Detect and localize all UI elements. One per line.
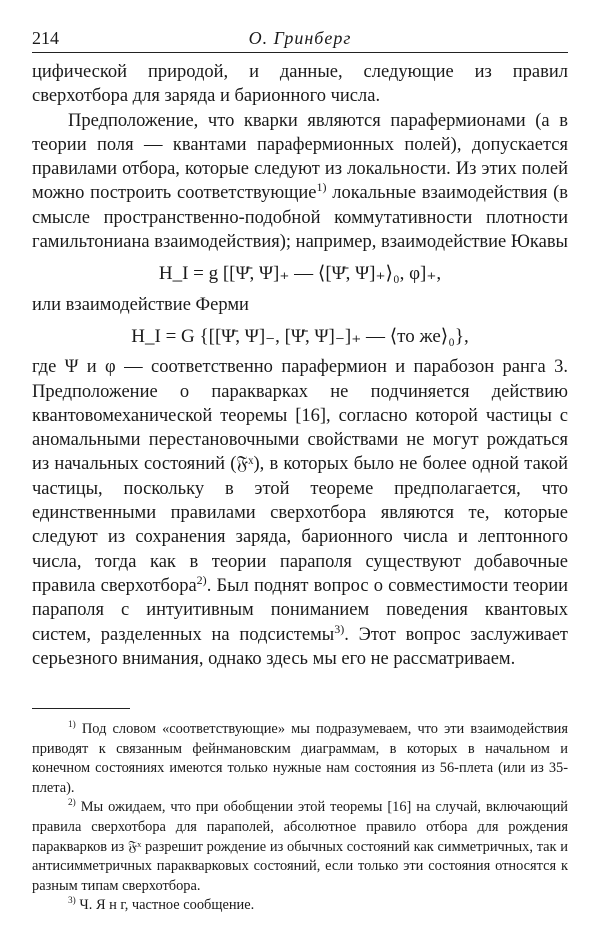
footnote-ref-2: 2) xyxy=(196,572,207,587)
footnote-1 xyxy=(32,720,568,798)
footnotes xyxy=(32,720,568,916)
footnote-rule xyxy=(32,708,130,709)
footnote-3-mark: 3) xyxy=(68,896,76,907)
paragraph-4-part-c: . Этот вопрос заслуживает серьезного внимания, однако здесь мы его не рассматриваем. xyxy=(32,624,568,669)
running-head: О. Гринберг xyxy=(248,28,352,48)
page-number: 214 xyxy=(32,28,59,48)
footnote-ref-3: 3) xyxy=(334,621,345,636)
paragraph-2-part-b: локальные взаимодействия (в смысле пространственно-подобной коммутативности плотности гамильтониана взаимодействия); например, взаимодействие Юкавы xyxy=(32,183,568,253)
footnote-1-text: Под словом «соответствующие» мы подразумеваем, что эти взаимодействия приводят к связанным фейнмановским диаграммам, в которых в начальном и конечном состояниях имеются только нужные нам состояния из 56-плета (или из 35-плета). xyxy=(32,721,568,796)
footnote-2-text: Мы ожидаем, что при обобщении этой теоремы [16] на случай, включающий правила сверхотбора для параполей, абсолютное правило отбора для рождения паракварков из 𝔉ˣ разрешит рождение из обычных состояний как симметричных, так и антисимметричных паракварковых состояний, если только эти состояния относятся к разным типам сверхотбора. xyxy=(32,799,568,894)
paragraph-1: цифической природой, и данные, следующие из правил сверхотбора для заряда и барионного числа. xyxy=(32,62,568,107)
paragraph-3: или взаимодействие Ферми xyxy=(32,294,249,315)
header-rule xyxy=(32,52,568,53)
equation-fermi: H_I = G {[[Ψ̄, Ψ]₋, [Ψ̄, Ψ]₋]₊ — ⟨то же⟩₀}, xyxy=(131,325,469,347)
footnote-3 xyxy=(32,896,568,916)
paragraph-4-part-b: . Был поднят вопрос о совместимости теории параполя с интуитивным пониманием поведения квантовых систем, разделенных на подсистемы xyxy=(32,575,568,645)
paragraph-4-part-a: где Ψ и φ — соответственно парафермион и парабозон ранга 3. Предположение о паракварках не подчиняется действию квантовомеханической теоремы [16], согласно которой частицы с аномальными перестановочными свойствами не могут рождаться из начальных состояний (𝔉ˣ), в которых было не более одной такой частицы, поскольку в этой теореме предполагается, что единственными правилами сверхотбора являются те, которые следуют из сохранения заряда, барионного числа и лептонного числа, тогда как в теории параполя существуют добавочные правила сверхотбора xyxy=(32,357,568,596)
page-header xyxy=(32,26,568,52)
footnote-1-mark: 1) xyxy=(68,720,76,731)
footnote-2-mark: 2) xyxy=(68,798,76,809)
main-text xyxy=(32,60,568,671)
paragraph-2 xyxy=(32,109,568,255)
footnote-3-text: Ч. Я н г, частное сообщение. xyxy=(75,897,255,914)
footnote-ref-1: 1) xyxy=(316,180,327,195)
paragraph-4 xyxy=(32,355,568,671)
footnote-2 xyxy=(32,798,568,896)
equation-yukawa: H_I = g [[Ψ̄, Ψ]₊ — ⟨[Ψ̄, Ψ]₊⟩₀, φ]₊, xyxy=(158,263,442,285)
paragraph-2-part-a: Предположение, что кварки являются парафермионами (а в теории поля — квантами парафермионных полей), допускается правилами отбора, которые следуют из локальности. Из этих полей можно построить соответствующие xyxy=(32,110,568,204)
